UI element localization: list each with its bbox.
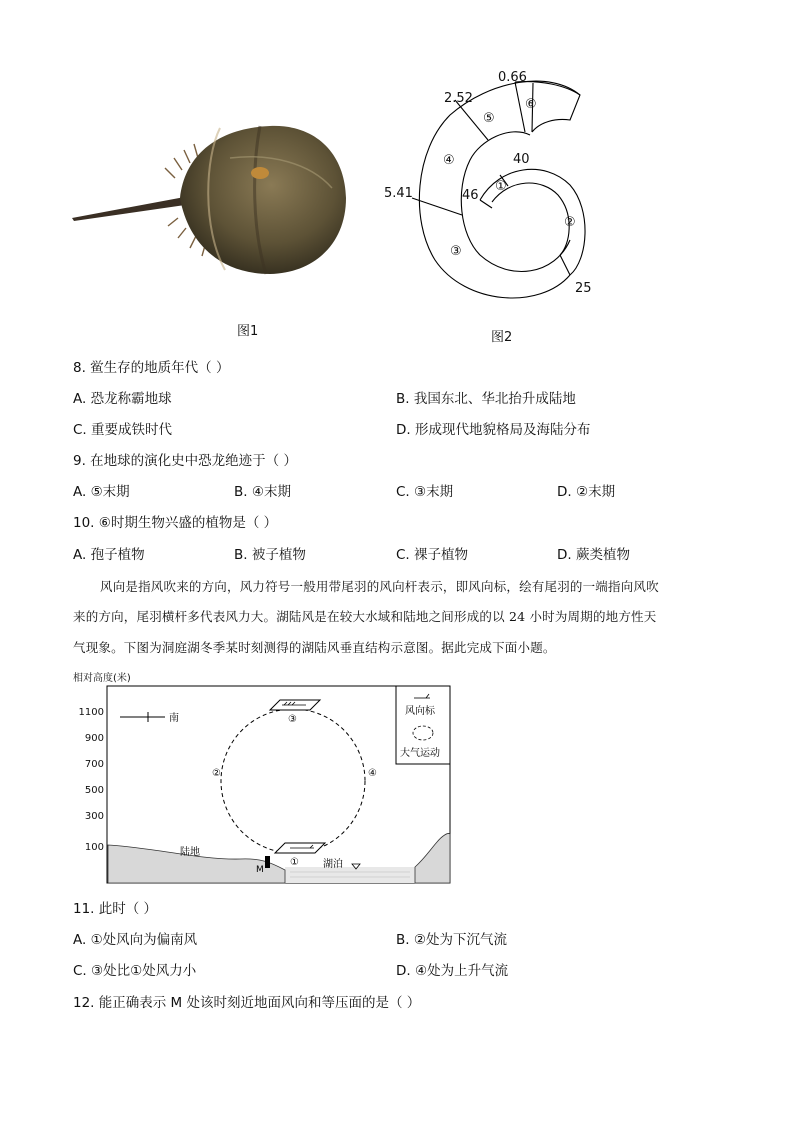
- question-9-option-d[interactable]: D. ②末期: [557, 484, 616, 500]
- question-8-option-b[interactable]: B. 我国东北、华北抬升成陆地: [396, 391, 576, 407]
- boundary-066: [515, 82, 525, 132]
- figure1-caption: 图1: [237, 324, 259, 339]
- question-12-stem: 12. 能正确表示 M 处该时刻近地面风向和等压面的是（ ）: [73, 995, 421, 1011]
- y-tick-500: 500: [84, 785, 104, 796]
- vane-box-1: [275, 843, 325, 853]
- circulation-loop: [221, 709, 365, 853]
- era-label-4: ④: [443, 153, 455, 168]
- question-8-option-c[interactable]: C. 重要成铁时代: [73, 422, 173, 438]
- passage-line-2: 来的方向，尾羽横杆多代表风力大。湖陆风是在较大水域和陆地之间形成的以 24 小时为周期的地方性天: [73, 609, 657, 624]
- legend-air-motion: 大气运动: [400, 748, 440, 759]
- label-40: 40: [513, 152, 530, 167]
- y-tick-1100: 1100: [78, 707, 104, 718]
- boundary-46: [480, 200, 492, 208]
- geologic-time-spiral: [370, 60, 630, 340]
- lake-land-breeze-diagram: [70, 682, 460, 887]
- question-11-option-c[interactable]: C. ③处比①处风力小: [73, 963, 197, 979]
- question-8-stem: 8. 鲎生存的地质年代（ ）: [73, 360, 230, 376]
- era-label-1: ①: [495, 179, 507, 194]
- label-252: 2.52: [444, 91, 473, 106]
- land-label: 陆地: [180, 847, 200, 858]
- question-9-option-b[interactable]: B. ④末期: [234, 484, 291, 500]
- figure2-caption: 图2: [491, 330, 513, 345]
- question-9-stem: 9. 在地球的演化史中恐龙绝迹于（ ）: [73, 453, 297, 469]
- question-10-option-d[interactable]: D. 蕨类植物: [557, 547, 630, 563]
- label-066: 0.66: [498, 70, 527, 85]
- lake-water: [285, 867, 415, 883]
- y-tick-300: 300: [84, 811, 104, 822]
- question-11-option-d[interactable]: D. ④处为上升气流: [396, 963, 509, 979]
- passage-line-1: 风向是指风吹来的方向，风力符号一般用带尾羽的风向杆表示，即风向标，绘有尾羽的一端指向风吹: [100, 579, 659, 594]
- question-8-option-a[interactable]: A. 恐龙称霸地球: [73, 391, 172, 407]
- horseshoe-crab-image: [70, 118, 350, 278]
- circle-label-3: ③: [288, 714, 297, 725]
- south-label: 南: [169, 713, 179, 724]
- question-11-option-a[interactable]: A. ①处风向为偏南风: [73, 932, 198, 948]
- legend-wind-vane: 风向标: [405, 706, 435, 717]
- label-25: 25: [575, 281, 592, 296]
- era-label-6: ⑥: [525, 97, 537, 112]
- era-label-3: ③: [450, 244, 462, 259]
- era-label-2: ②: [564, 215, 576, 230]
- right-hill: [415, 833, 450, 883]
- question-10-option-a[interactable]: A. 孢子植物: [73, 547, 145, 563]
- question-11-stem: 11. 此时（ ）: [73, 901, 158, 917]
- lake-label: 湖泊: [323, 859, 343, 870]
- point-m-label: M: [256, 865, 264, 875]
- question-10-stem: 10. ⑥时期生物兴盛的植物是（ ）: [73, 515, 278, 531]
- y-tick-700: 700: [84, 759, 104, 770]
- question-10-option-b[interactable]: B. 被子植物: [234, 547, 306, 563]
- y-tick-100: 100: [84, 842, 104, 853]
- y-tick-900: 900: [84, 733, 104, 744]
- passage-line-3: 气现象。下图为洞庭湖冬季某时刻测得的湖陆风垂直结构示意图。据此完成下面小题。: [73, 640, 556, 655]
- question-9-option-a[interactable]: A. ⑤末期: [73, 484, 130, 500]
- circle-label-4: ④: [368, 768, 377, 779]
- question-9-option-c[interactable]: C. ③末期: [396, 484, 454, 500]
- vane-box-3: [270, 700, 320, 710]
- question-11-option-b[interactable]: B. ②处为下沉气流: [396, 932, 507, 948]
- label-541: 5.41: [384, 186, 413, 201]
- question-10-option-c[interactable]: C. 裸子植物: [396, 547, 469, 563]
- south-arrow-icon: [120, 712, 165, 722]
- question-8-option-d[interactable]: D. 形成现代地貌格局及海陆分布: [396, 422, 591, 438]
- point-m-marker: [265, 856, 270, 868]
- era-label-5: ⑤: [483, 111, 495, 126]
- label-46: 46: [462, 188, 479, 203]
- boundary-25: [560, 255, 570, 275]
- y-axis-title: 相对高度(米): [73, 673, 131, 684]
- circle-label-1: ①: [290, 857, 299, 868]
- circle-label-2: ②: [212, 768, 221, 779]
